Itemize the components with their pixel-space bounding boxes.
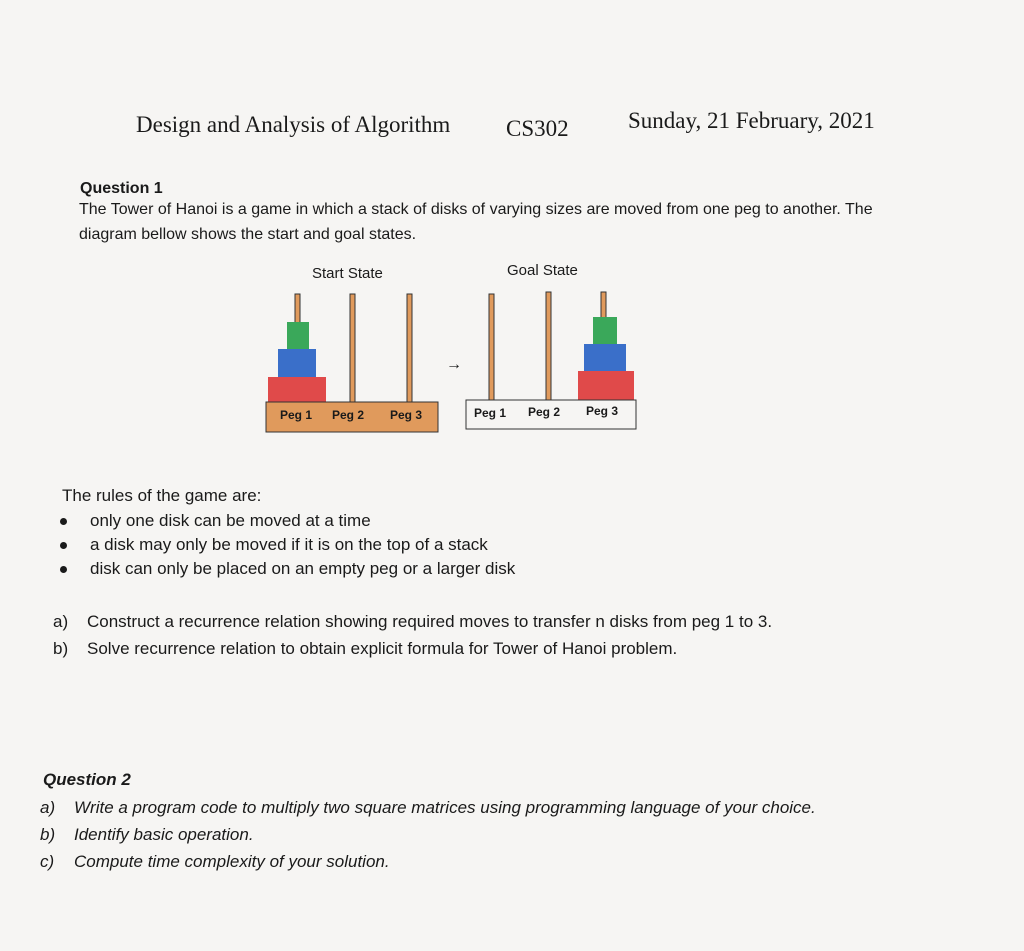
question-1-part-b — [53, 635, 772, 662]
rule-item: only one disk can be moved at a time — [56, 509, 515, 533]
course-title: Design and Analysis of Algorithm — [136, 112, 451, 137]
transition-arrow: → — [446, 356, 462, 373]
part-text: Construct a recurrence relation showing required moves to transfer n disks from peg 1 to 3. — [87, 612, 773, 631]
part-text: Identify basic operation. — [74, 825, 254, 844]
rule-item: a disk may only be moved if it is on the top of a stack — [56, 533, 515, 557]
goal-state-board — [466, 292, 636, 429]
part-text: Compute time complexity of your solution. — [74, 852, 390, 871]
part-marker: b) — [53, 639, 69, 658]
page-header — [136, 108, 896, 144]
rule-item: disk can only be placed on an empty peg or a larger disk — [56, 557, 515, 581]
start-peg-2-label: Peg 2 — [332, 408, 365, 422]
goal-peg-1-label: Peg 1 — [474, 406, 507, 420]
part-marker: a) — [40, 798, 56, 817]
goal-peg-2-label: Peg 2 — [528, 405, 561, 419]
question-2-part-a — [40, 794, 816, 821]
start-peg-3-label: Peg 3 — [390, 408, 423, 422]
start-medium-disk — [278, 349, 316, 377]
part-text: Solve recurrence relation to obtain explicit formula for Tower of Hanoi problem. — [87, 639, 678, 658]
part-marker: a) — [53, 612, 69, 631]
question-1-part-a — [53, 608, 772, 635]
tower-of-hanoi-diagram — [260, 260, 650, 440]
part-text: Write a program code to multiply two square matrices using programming language of your choice. — [74, 798, 816, 817]
question-1-parts — [53, 608, 772, 662]
start-peg-3-rod — [407, 294, 412, 402]
goal-peg-2-rod — [546, 292, 551, 402]
part-marker: c) — [40, 852, 55, 871]
part-marker: b) — [40, 825, 56, 844]
goal-peg-3-label: Peg 3 — [586, 404, 619, 418]
question-2-heading: Question 2 — [43, 770, 131, 789]
rules-heading: The rules of the game are: — [62, 486, 262, 505]
question-1-intro-line-1: The Tower of Hanoi is a game in which a stack of disks of varying sizes are moved from one peg to another. The — [79, 201, 873, 218]
goal-state-label: Goal State — [507, 262, 578, 279]
question-2-part-c — [40, 848, 816, 875]
start-state-label: Start State — [312, 265, 383, 282]
start-peg-1-label: Peg 1 — [280, 408, 313, 422]
question-1-heading: Question 1 — [80, 180, 163, 197]
start-small-disk — [287, 322, 309, 349]
start-large-disk — [268, 377, 326, 403]
goal-small-disk — [593, 317, 617, 344]
exam-date: Sunday, 21 February, 2021 — [628, 108, 875, 133]
question-2-parts — [40, 794, 816, 875]
question-2-part-b — [40, 821, 816, 848]
goal-medium-disk — [584, 344, 626, 371]
start-state-board — [266, 294, 438, 432]
goal-large-disk — [578, 371, 634, 400]
rules-list — [56, 509, 515, 581]
goal-peg-1-rod — [489, 294, 494, 402]
start-peg-2-rod — [350, 294, 355, 402]
course-code: CS302 — [506, 116, 569, 141]
question-1-intro-line-2: diagram bellow shows the start and goal states. — [79, 226, 417, 243]
